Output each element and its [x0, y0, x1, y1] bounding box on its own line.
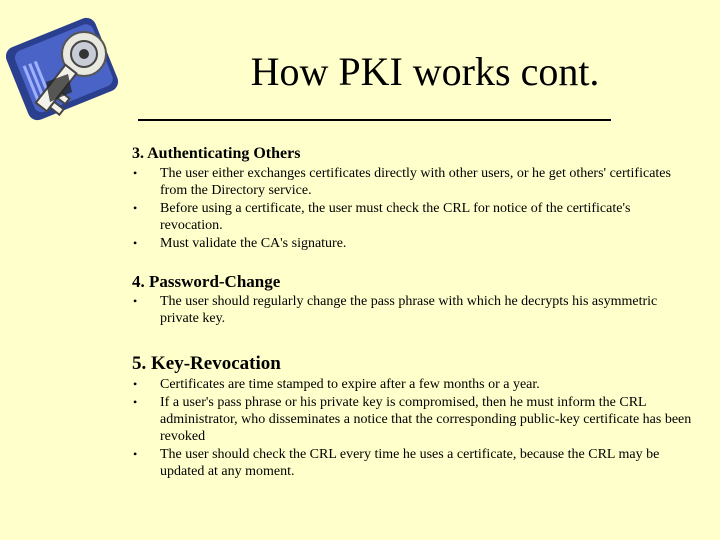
slide-title: How PKI works cont.: [250, 49, 600, 94]
title-underline: [138, 119, 611, 121]
list-item: • Must validate the CA's signature.: [132, 235, 692, 252]
slide-body: [132, 143, 692, 481]
list-item: • The user either exchanges certificates directly with other users, or he get others' certificates from the Directory service.: [132, 165, 692, 199]
section-authenticating-others: [132, 143, 692, 252]
list-item: • The user should regularly change the pass phrase with which he decrypts his asymmetric private key.: [132, 293, 692, 327]
section-heading: 3. Authenticating Others: [132, 145, 301, 162]
list-item: • The user should check the CRL every time he uses a certificate, because the CRL may be updated at any moment.: [132, 446, 692, 480]
section-key-revocation: [132, 352, 692, 480]
section-heading: 5. Key-Revocation: [132, 353, 281, 374]
list-item: • Certificates are time stamped to expire after a few months or a year.: [132, 376, 692, 393]
bullet-list: [132, 293, 692, 327]
bullet-list: [132, 376, 692, 480]
bullet-list: [132, 165, 692, 252]
section-heading: 4. Password-Change: [132, 272, 281, 291]
section-password-change: [132, 271, 692, 327]
key-lock-icon: [6, 12, 136, 130]
list-item: • Before using a certificate, the user must check the CRL for notice of the certificate's revocation.: [132, 200, 692, 234]
list-item: • If a user's pass phrase or his private key is compromised, then he must inform the CRL administrator, who disseminates a notice that the corresponding public-key certificate has been revoked: [132, 394, 692, 445]
